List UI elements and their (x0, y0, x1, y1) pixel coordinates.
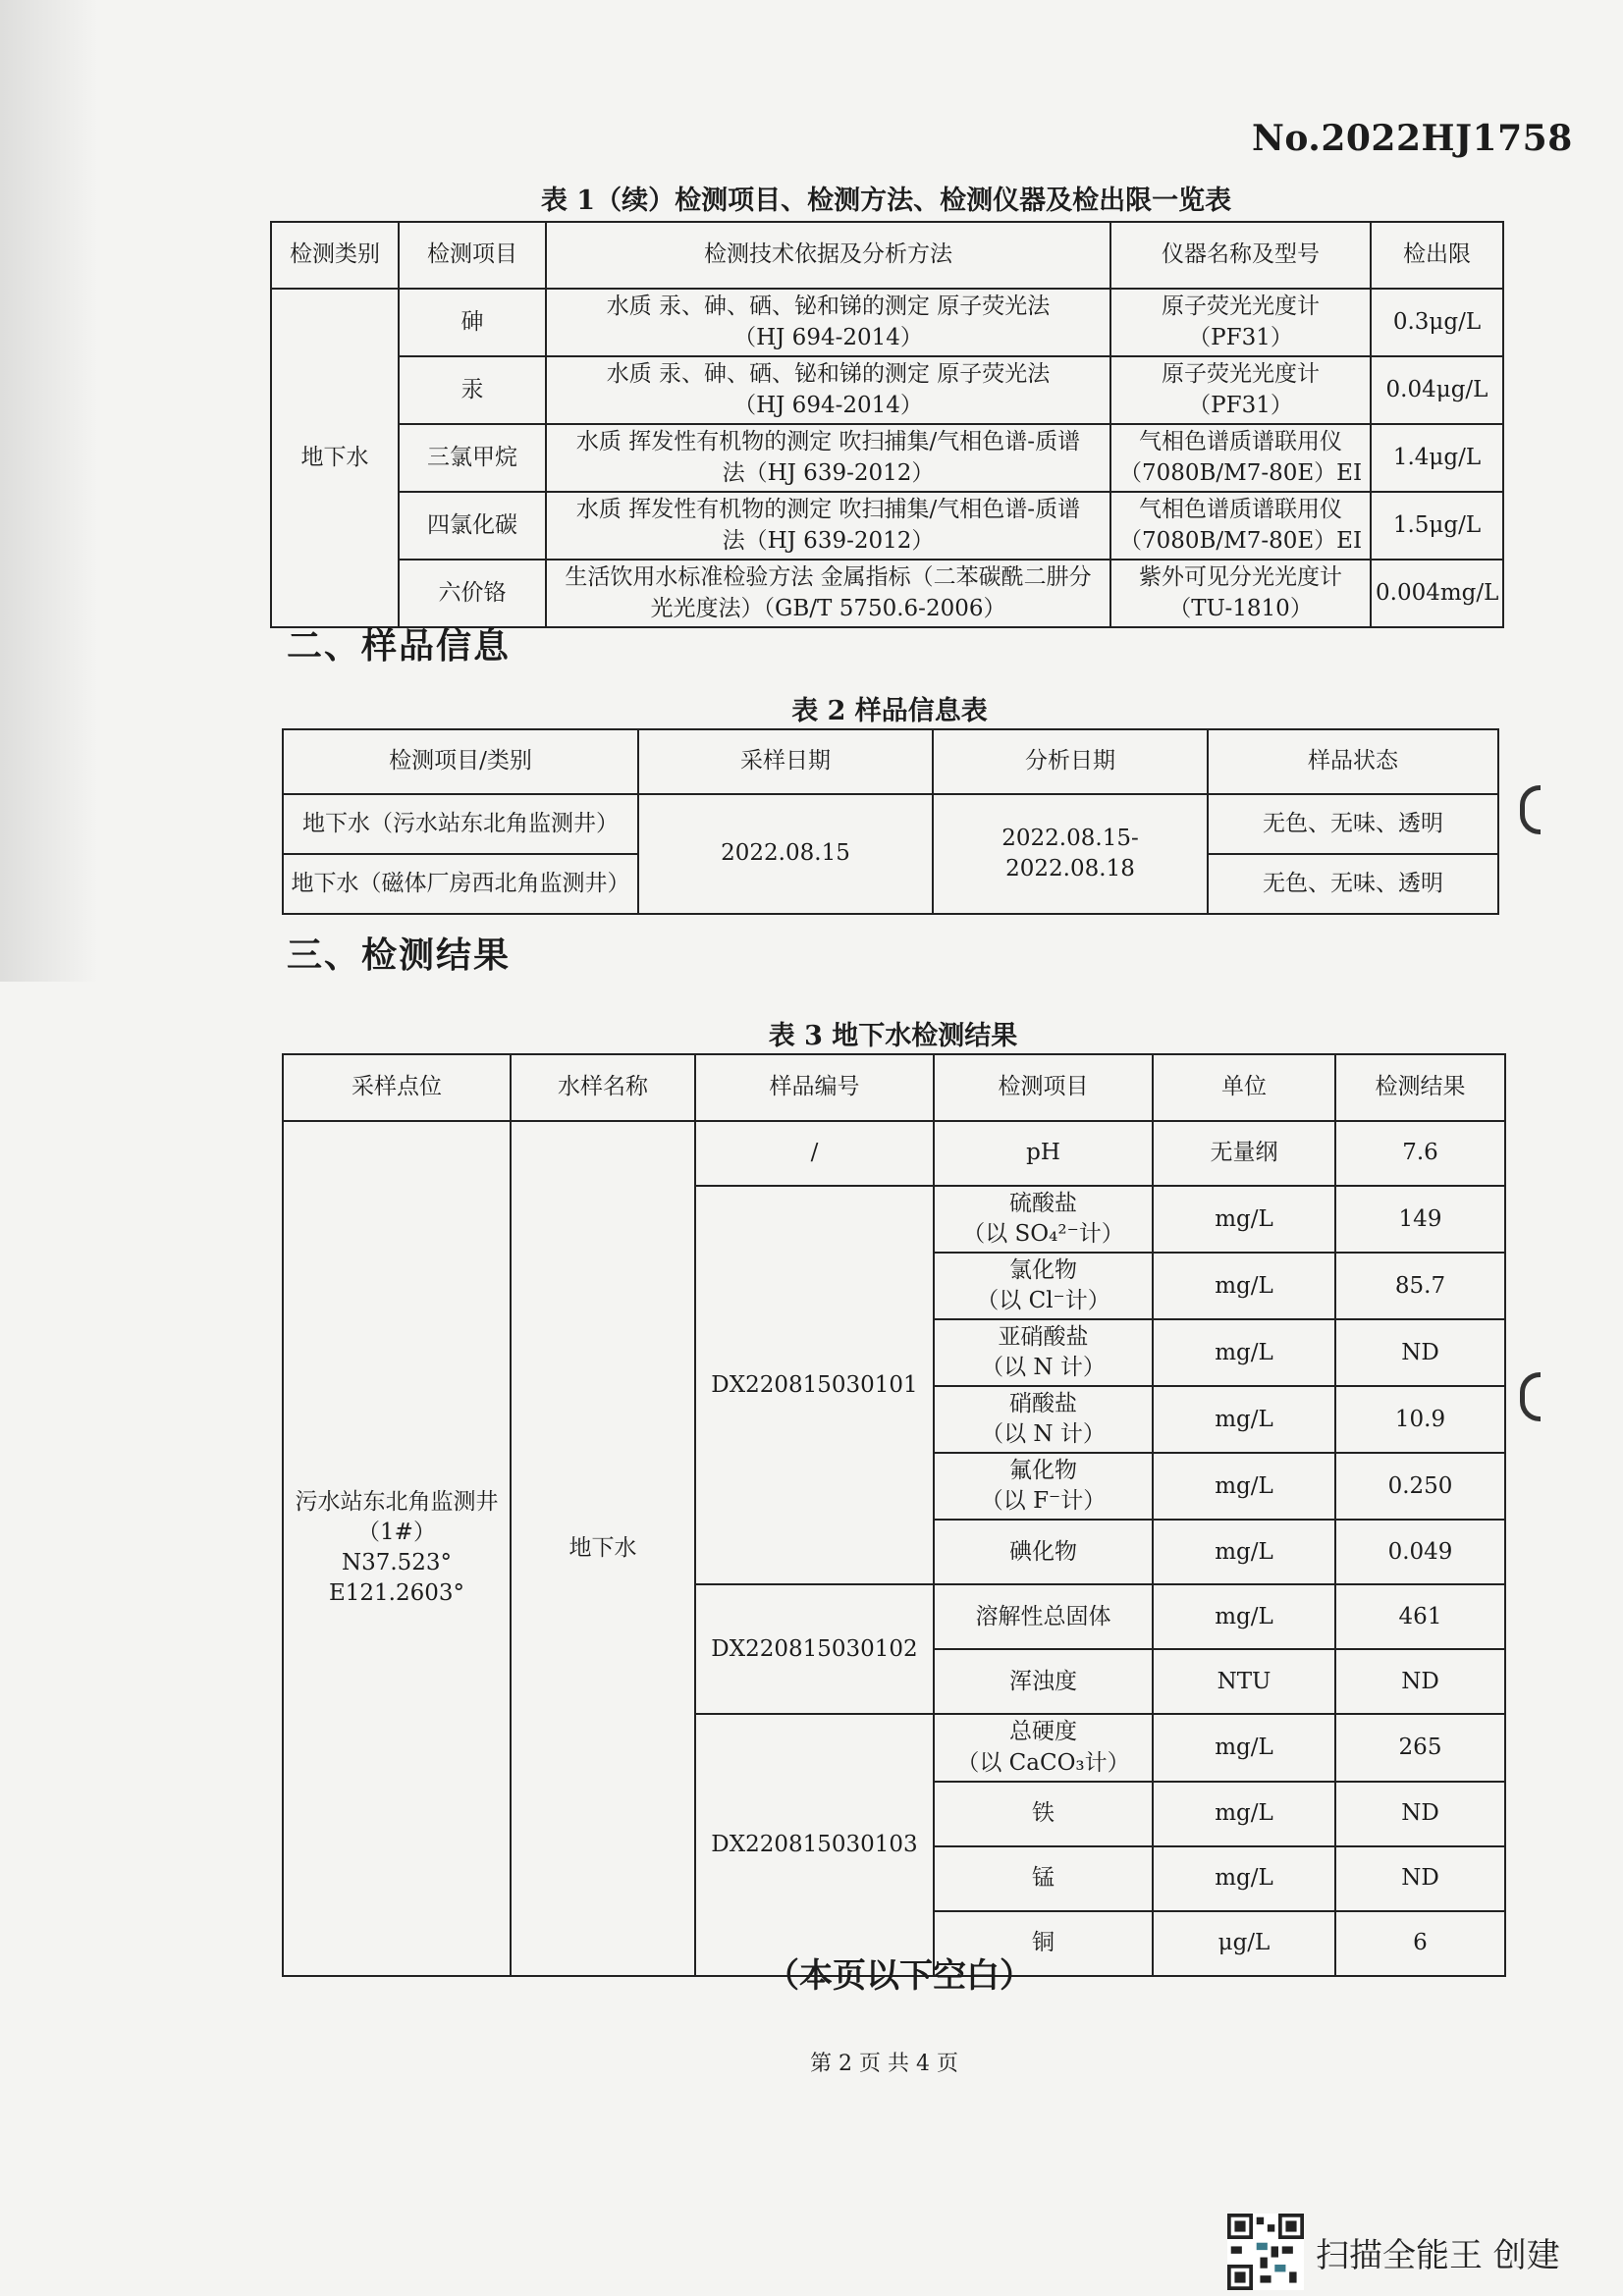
item-cell: 硫酸盐 （以 SO₄²⁻计） (934, 1186, 1153, 1253)
result-cell: ND (1335, 1319, 1505, 1386)
unit-cell: mg/L (1153, 1253, 1335, 1319)
unit-cell: mg/L (1153, 1453, 1335, 1520)
page-number: 第 2 页 共 4 页 (810, 2052, 958, 2076)
sample-id-cell: / (695, 1121, 934, 1186)
instrument-cell: 紫外可见分光光度计 （TU-1810） (1110, 560, 1371, 627)
item-cell: 锰 (934, 1846, 1153, 1911)
sample-id-cell: DX220815030102 (695, 1584, 934, 1714)
result-cell: ND (1335, 1846, 1505, 1911)
col-header: 检出限 (1371, 222, 1503, 289)
item-cell: 汞 (399, 356, 546, 424)
table-row (271, 424, 1503, 492)
section-heading-sample-info: 二、样品信息 (287, 626, 512, 667)
binder-hole-mark (1520, 1372, 1541, 1421)
blank-page-note: （本页以下空白） (766, 1956, 1033, 1996)
analysis-date-cell: 2022.08.15-2022.08.18 (933, 794, 1208, 914)
table-row (271, 289, 1503, 356)
limit-cell: 0.04μg/L (1371, 356, 1503, 424)
result-cell: ND (1335, 1782, 1505, 1846)
col-header: 仪器名称及型号 (1110, 222, 1371, 289)
result-cell: 10.9 (1335, 1386, 1505, 1453)
result-cell: 7.6 (1335, 1121, 1505, 1186)
item-cell: 碘化物 (934, 1520, 1153, 1584)
sample-item-cell: 地下水（磁体厂房西北角监测井） (283, 854, 638, 914)
unit-cell: 无量纲 (1153, 1121, 1335, 1186)
result-cell: 0.049 (1335, 1520, 1505, 1584)
table2-sample-info (282, 728, 1499, 915)
table3-caption: 表 3 地下水检测结果 (768, 1021, 1018, 1051)
limit-cell: 1.5μg/L (1371, 492, 1503, 560)
table-row (271, 492, 1503, 560)
instrument-cell: 原子荧光光度计 （PF31） (1110, 356, 1371, 424)
item-cell: 氯化物 （以 Cl⁻计） (934, 1253, 1153, 1319)
result-cell: 461 (1335, 1584, 1505, 1649)
sample-date-cell: 2022.08.15 (638, 794, 933, 914)
scanner-watermark-text: 扫描全能王 创建 (1316, 2235, 1560, 2275)
water-name-cell: 地下水 (511, 1121, 695, 1976)
item-cell: pH (934, 1121, 1153, 1186)
binder-hole-mark (1520, 785, 1541, 834)
unit-cell: mg/L (1153, 1520, 1335, 1584)
limit-cell: 1.4μg/L (1371, 424, 1503, 492)
sample-status-cell: 无色、无味、透明 (1208, 794, 1498, 854)
item-cell: 铁 (934, 1782, 1153, 1846)
unit-cell: mg/L (1153, 1186, 1335, 1253)
unit-cell: mg/L (1153, 1319, 1335, 1386)
col-header: 样品编号 (695, 1054, 934, 1121)
category-cell: 地下水 (271, 289, 399, 627)
unit-cell: μg/L (1153, 1911, 1335, 1976)
item-cell: 亚硝酸盐 （以 N 计） (934, 1319, 1153, 1386)
item-cell: 浑浊度 (934, 1649, 1153, 1714)
item-cell: 氟化物 （以 F⁻计） (934, 1453, 1153, 1520)
sample-id-cell: DX220815030103 (695, 1714, 934, 1975)
method-cell: 生活饮用水标准检验方法 金属指标（二苯碳酰二肼分 光光度法）（GB/T 5750.6-2006） (546, 560, 1110, 627)
item-cell: 铜 (934, 1911, 1153, 1976)
limit-cell: 0.004mg/L (1371, 560, 1503, 627)
table-row (283, 1121, 1505, 1186)
col-header: 检测项目/类别 (283, 729, 638, 794)
unit-cell: NTU (1153, 1649, 1335, 1714)
method-cell: 水质 汞、砷、硒、铋和锑的测定 原子荧光法 （HJ 694-2014） (546, 356, 1110, 424)
table-row (283, 794, 1498, 854)
instrument-cell: 气相色谱质谱联用仪 （7080B/M7-80E）EI (1110, 492, 1371, 560)
col-header: 检测项目 (399, 222, 546, 289)
table-row (271, 356, 1503, 424)
col-header: 水样名称 (511, 1054, 695, 1121)
method-cell: 水质 挥发性有机物的测定 吹扫捕集/气相色谱-质谱 法（HJ 639-2012） (546, 492, 1110, 560)
table3-results (282, 1053, 1506, 1977)
sample-status-cell: 无色、无味、透明 (1208, 854, 1498, 914)
col-header: 检测结果 (1335, 1054, 1505, 1121)
col-header: 检测类别 (271, 222, 399, 289)
item-cell: 砷 (399, 289, 546, 356)
page-shadow (0, 0, 98, 982)
table-row (271, 560, 1503, 627)
item-cell: 硝酸盐 （以 N 计） (934, 1386, 1153, 1453)
result-cell: 0.250 (1335, 1453, 1505, 1520)
method-cell: 水质 汞、砷、硒、铋和锑的测定 原子荧光法 （HJ 694-2014） (546, 289, 1110, 356)
col-header: 检测技术依据及分析方法 (546, 222, 1110, 289)
result-cell: 265 (1335, 1714, 1505, 1781)
result-cell: ND (1335, 1649, 1505, 1714)
item-cell: 溶解性总固体 (934, 1584, 1153, 1649)
result-cell: 85.7 (1335, 1253, 1505, 1319)
unit-cell: mg/L (1153, 1714, 1335, 1781)
result-cell: 149 (1335, 1186, 1505, 1253)
item-cell: 三氯甲烷 (399, 424, 546, 492)
site-cell: 污水站东北角监测井 （1#） N37.523° E121.2603° (283, 1121, 511, 1976)
method-cell: 水质 挥发性有机物的测定 吹扫捕集/气相色谱-质谱 法（HJ 639-2012） (546, 424, 1110, 492)
item-cell: 总硬度 （以 CaCO₃计） (934, 1714, 1153, 1781)
section-heading-results: 三、检测结果 (287, 935, 512, 976)
scanner-watermark (1227, 2214, 1560, 2290)
col-header: 采样日期 (638, 729, 933, 794)
item-cell: 四氯化碳 (399, 492, 546, 560)
result-cell: 6 (1335, 1911, 1505, 1976)
qr-code-icon (1227, 2214, 1304, 2290)
unit-cell: mg/L (1153, 1584, 1335, 1649)
col-header: 样品状态 (1208, 729, 1498, 794)
table-header-row (283, 1054, 1505, 1121)
unit-cell: mg/L (1153, 1386, 1335, 1453)
table2-caption: 表 2 样品信息表 (791, 696, 988, 726)
table1-caption: 表 1（续）检测项目、检测方法、检测仪器及检出限一览表 (540, 186, 1232, 216)
report-number: No.2022HJ1758 (1252, 118, 1573, 159)
instrument-cell: 原子荧光光度计 （PF31） (1110, 289, 1371, 356)
table1-methods (270, 221, 1504, 628)
limit-cell: 0.3μg/L (1371, 289, 1503, 356)
table-header-row (271, 222, 1503, 289)
col-header: 检测项目 (934, 1054, 1153, 1121)
unit-cell: mg/L (1153, 1782, 1335, 1846)
col-header: 分析日期 (933, 729, 1208, 794)
table-header-row (283, 729, 1498, 794)
col-header: 单位 (1153, 1054, 1335, 1121)
col-header: 采样点位 (283, 1054, 511, 1121)
sample-id-cell: DX220815030101 (695, 1186, 934, 1584)
instrument-cell: 气相色谱质谱联用仪 （7080B/M7-80E）EI (1110, 424, 1371, 492)
unit-cell: mg/L (1153, 1846, 1335, 1911)
item-cell: 六价铬 (399, 560, 546, 627)
sample-item-cell: 地下水（污水站东北角监测井） (283, 794, 638, 854)
